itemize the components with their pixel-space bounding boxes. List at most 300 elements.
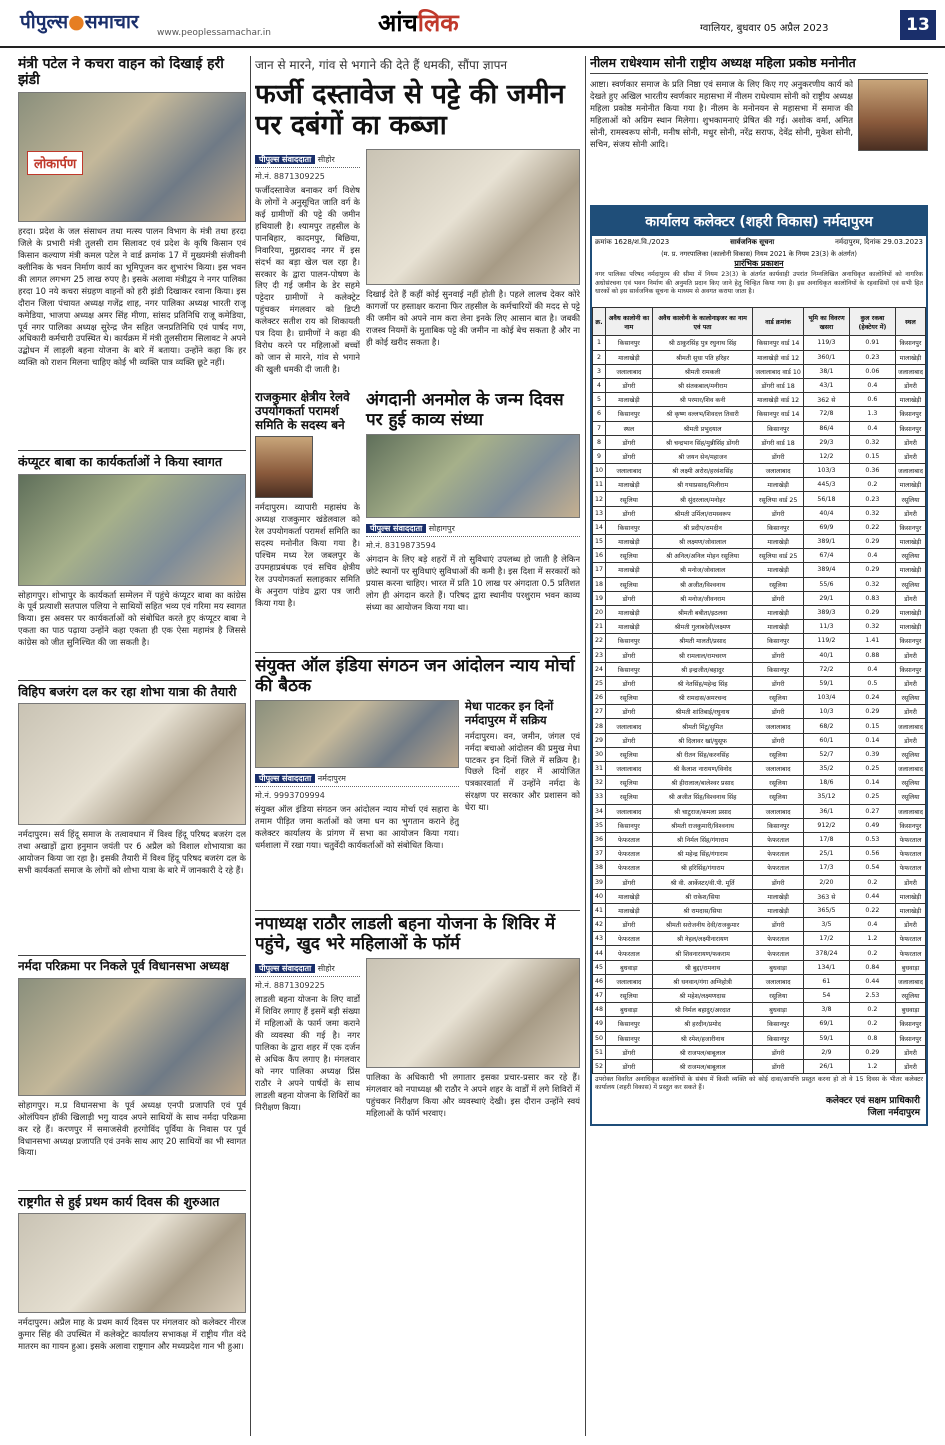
story-body: नर्मदापुरम। अप्रैल माह के प्रथम कार्य दिवस पर मंगलवार को कलेक्टर नीरज कुमार सिंह की उपस्थित में कलेक्ट्रेट कार्यालय सभाकक्ष में राष्ट्रीय गीत वंदे मातरम का गायन हुआ। इसके अलावा राष्ट्रगान और मध्यप्रदेश गान भी हुआ। <box>18 1317 246 1351</box>
table-cell: 37 <box>593 847 606 861</box>
table-cell: डोंगरी <box>606 733 653 747</box>
table-cell: 0.84 <box>849 960 895 974</box>
table-row <box>593 378 926 392</box>
table-cell: 0.4 <box>849 918 895 932</box>
table-cell: 103/4 <box>803 691 849 705</box>
table-row <box>593 974 926 988</box>
table-cell: 67/4 <box>803 549 849 563</box>
story-kicker: जान से मारने, गांव से भगाने की देते हैं धमकी, सौंपा ज्ञापन <box>255 58 508 72</box>
table-cell: श्री रामलाल/रामचरण <box>652 648 753 662</box>
table-cell: रसूलिया <box>606 776 653 790</box>
table-cell: श्री राजपल/बाबूलाल <box>652 1045 753 1059</box>
table-cell: डोंगरी <box>895 1059 925 1073</box>
table-cell: श्रीमती रामकली <box>652 364 753 378</box>
table-cell: श्रीमती बबीता/इठलवा <box>652 605 753 619</box>
table-cell: किसानपुर <box>606 1031 653 1045</box>
table-cell: 49 <box>593 1017 606 1031</box>
table-cell: रसूलिया वार्ड 25 <box>753 549 804 563</box>
table-cell: 40/4 <box>803 506 849 520</box>
table-cell: किसानपुर वार्ड 14 <box>753 407 804 421</box>
table-cell: श्रीमती राजकुमारी/विश्वनाथ <box>652 818 753 832</box>
table-cell: 119/3 <box>803 336 849 350</box>
table-cell: 0.29 <box>849 535 895 549</box>
table-cell: किसानपुर <box>606 1017 653 1031</box>
table-cell: डोंगरी <box>753 591 804 605</box>
table-cell: 51 <box>593 1045 606 1059</box>
story-body: नर्मदापुरम। सर्व हिंदू समाज के तत्वावधान में विश्व हिंदू परिषद बजरंग दल तथा अखाड़ों द्वारा हनुमान जयंती पर 6 अप्रैल को विशाल शोभायात्रा का आयोजन किया जा रहा है। इसकी तैयारी में विश्व हिंदू परिषद बजरंग दल के सभी कार्यकर्ता समाज के लोगों को शोभा यात्रा के बारे में जानकारी दे रहे हैं। <box>18 828 246 875</box>
table-cell: 27 <box>593 705 606 719</box>
table-cell: श्री अजीत/विश्वनाथ <box>652 577 753 591</box>
table-cell: 42 <box>593 918 606 932</box>
table-cell: श्रीमती मिंटू/सुमित <box>652 719 753 733</box>
table-header-cell: स्थल <box>895 308 925 336</box>
table-cell: 10/3 <box>803 705 849 719</box>
table-cell: श्री कैलाश नारायण/विनोद <box>652 762 753 776</box>
table-cell: 0.32 <box>849 620 895 634</box>
table-cell: श्री राकेश/सिया <box>652 889 753 903</box>
table-header-cell: क्र. <box>593 308 606 336</box>
story-photo <box>366 958 580 1068</box>
story-headline: संयुक्त ऑल इंडिया संगठन जन आंदोलन न्याय मोर्चा की बैठक <box>255 652 580 696</box>
table-cell: जलालाबाद <box>895 364 925 378</box>
table-cell: श्री धनवान/गंगा अग्निहोत्री <box>652 974 753 988</box>
newspaper-logo[interactable]: पीपुल्स●समाचार <box>20 11 139 33</box>
story-headline: राजकुमार क्षेत्रीय रेलवे उपयोगकर्ता परामर्श समिति के सदस्य बने <box>255 390 350 432</box>
notice-intro: नगर पालिका परिषद नर्मदापुरम की सीमा में नियम 23(3) के अंतर्गत कार्यवाही उपरांत निम्नलिखित अनाधिकृत कालोनियों को नागरिक अधोसंरचना एवं भवन निर्माण की अनुमति प्रदान किए जाने हेतु चिन्हित किया गया है। इस अनाधिकृत कालोनियों के रहवासियों एवं सभी हित धारकों को इस सार्वजनिक सूचना के माध्यम से अवगत कराया जाता है। <box>595 271 923 295</box>
table-cell: रसूलिया <box>606 549 653 563</box>
table-cell: फेफरताल <box>753 861 804 875</box>
table-cell: श्री संतकबाल/मनीराम <box>652 378 753 392</box>
table-cell: मालाखेड़ी <box>753 563 804 577</box>
table-row <box>593 478 926 492</box>
table-cell: 4 <box>593 378 606 392</box>
table-cell: किसानपुर <box>606 818 653 832</box>
table-cell: मालाखेड़ी <box>753 478 804 492</box>
table-cell: 0.5 <box>849 676 895 690</box>
table-cell: किसानपुर <box>895 520 925 534</box>
table-row <box>593 492 926 506</box>
table-cell: बुधवाड़ा <box>606 960 653 974</box>
table-cell: 0.56 <box>849 847 895 861</box>
table-cell: बुधवाड़ा <box>606 1003 653 1017</box>
table-cell: 2/20 <box>803 875 849 889</box>
table-cell: फेफरताल <box>895 861 925 875</box>
table-cell: फेफरताल <box>753 932 804 946</box>
table-cell: 0.14 <box>849 776 895 790</box>
table-cell: डोंगरी <box>606 648 653 662</box>
table-row <box>593 733 926 747</box>
table-cell: 19 <box>593 591 606 605</box>
table-cell: किसानपुर <box>895 1031 925 1045</box>
table-cell: फेफरताल <box>606 946 653 960</box>
table-cell: 18 <box>593 577 606 591</box>
table-cell: 61 <box>803 974 849 988</box>
table-cell: 52/7 <box>803 747 849 761</box>
table-row <box>593 1059 926 1073</box>
story-body: अंगदान के लिए बड़े शहरों में तो सुविधाएं उपलब्ध हो जाती है लेकिन छोटे स्थानों पर सुविधाएं सुविधाओं की कमी है। इस दिशा में सरकारों को प्रयास करना चाहिए। भारत में प्रति 10 लाख पर अंगदाता 0.5 प्रतिशत लोग ही अंगदान करते हैं। परिषद द्वारा स्थानीय परशुराम भवन काव्य संध्या का आयोजन किया गया था। <box>366 554 580 612</box>
table-cell: रसूलिया <box>606 691 653 705</box>
table-cell: रसूलिया <box>606 989 653 1003</box>
table-cell: रसूलिया <box>753 776 804 790</box>
table-cell: 50 <box>593 1031 606 1045</box>
table-cell: मालाखेड़ी <box>895 605 925 619</box>
table-cell: रसूलिया <box>753 989 804 1003</box>
table-cell: 18/6 <box>803 776 849 790</box>
table-cell: जलालाबाद <box>753 464 804 478</box>
table-cell: 0.29 <box>849 1045 895 1059</box>
table-header-cell: भूमि का विवरण खसरा <box>803 308 849 336</box>
notice-number: क्रमांक 1628/श.वि./2023 <box>595 238 670 247</box>
table-cell: रसूलिया <box>895 790 925 804</box>
table-cell: रसूलिया <box>895 549 925 563</box>
table-cell: 3/5 <box>803 918 849 932</box>
table-cell: श्री ठाकुरसिंह पुत्र रघुनाथ सिंह <box>652 336 753 350</box>
table-cell: मालाखेड़ी <box>895 478 925 492</box>
table-cell: डोंगरी <box>753 918 804 932</box>
table-row <box>593 804 926 818</box>
table-cell: रसूलिया <box>606 790 653 804</box>
table-cell: श्री प्रदीप/रामदीन <box>652 520 753 534</box>
table-cell: डोंगरी <box>895 705 925 719</box>
notice-table <box>592 307 926 1074</box>
table-cell: डोंगरी <box>606 918 653 932</box>
table-cell: 35 <box>593 818 606 832</box>
table-cell: रसूलिया <box>895 747 925 761</box>
table-cell: 0.4 <box>849 421 895 435</box>
story-body: फर्जीदस्तावेज बनाकर वर्ग विशेष के लोगों ने अनुसूचित जाति वर्ग के कई ग्रामीणों की पट्टे की जमीन हथियाली है। श्यामपुर तहसील के पानबिहार, कादमपुर, बिछिया, निवारिया, मुझरावद नगर में इस संदर्भ का बड़ा खेल चल रहा है। सरकार के द्वारा पालन-पोषण के लिए दी गई जमीन के डेर सहमे पट्टेदार ग्रामीणों ने कलेक्ट्रेट पहुंचकर मंगलवार को डिप्टी कलेक्टर सतीश राय को शिकायती पत्र दिया है। ग्रामीणों ने कहा की विरोध करने पर महिलाओं बच्चों को जान से मारने, गांव से भगाने की खुली धमकी दी जाती है। <box>255 185 360 374</box>
table-cell: 0.29 <box>849 563 895 577</box>
table-cell: 55/6 <box>803 577 849 591</box>
table-cell: 1.3 <box>849 407 895 421</box>
table-cell: 3 <box>593 364 606 378</box>
table-cell: मालाखेड़ी <box>606 393 653 407</box>
table-cell: 17/8 <box>803 832 849 846</box>
table-cell: 0.25 <box>849 762 895 776</box>
reporter-mobile: मो.नं. 8871309225 <box>255 172 325 182</box>
table-cell: डोंगरी <box>753 875 804 889</box>
table-cell: फेफरताल <box>606 932 653 946</box>
table-cell: मालाखेड़ी <box>895 563 925 577</box>
table-cell: जलालाबाद <box>606 464 653 478</box>
table-cell: रसूलिया <box>753 577 804 591</box>
table-cell: जलालाबाद <box>606 762 653 776</box>
story-headline: विहिप बजरंग दल कर रहा शोभा यात्रा की तैयारी <box>18 680 246 699</box>
table-row <box>593 989 926 1003</box>
table-cell: जलालाबाद <box>753 974 804 988</box>
notice-stage: प्रारंभिक प्रकाशन <box>734 259 784 269</box>
story-body: नर्मदापुरम। व्यापारी महासंघ के अध्यक्ष राजकुमार खंडेलवाल को रेल उपयोगकर्ता परामर्श समिति का सदस्य मनोनीत किया गया है। पश्चिम मध्य रेल जबलपुर के उपमहाप्रबंधक एवं सचिव क्षेत्रीय रेल उपयोगकर्ता सलाहकार समिति के अनुराग पांडेय द्वारा पत्र जारी किया गया है। <box>255 502 360 608</box>
table-cell: मालाखेड़ी वार्ड 12 <box>753 393 804 407</box>
table-cell: 60/1 <box>803 733 849 747</box>
story-headline: अंगदानी अनमोल के जन्म दिवस पर हुई काव्य संध्या <box>366 390 564 430</box>
table-cell: 0.2 <box>849 478 895 492</box>
table-cell: डोंगरी <box>606 875 653 889</box>
story-body: आष्टा। स्वर्णकार समाज के प्रति निष्ठा एवं समाज के लिए किए गए अनुकरणीय कार्य को देखते हुए अखिल भारतीय स्वर्णकार महासभा में नीलम राधेश्याम सोनी को राष्ट्रीय अध्यक्ष महिला प्रकोष्ठ मनोनीत किया गया है। नीलम के मनोनयन से महासभा में समाज की महिलाओं को अग्रिम स्थान मिलेगा। शुभकामनाएं प्रेषित की गई। अशोक वर्मा, अमित सोनी, रामस्वरूप सोनी, मनीष सोनी, मधुर सोनी, नरेंद्र सराफ, देवेंद्र सोनी, मुकेश सोनी, सचिन, संजय सोनी आदि। <box>590 79 853 149</box>
table-cell: रसूलिया <box>606 492 653 506</box>
table-cell: 25/1 <box>803 847 849 861</box>
table-cell: 0.22 <box>849 903 895 917</box>
byline: पीपुल्स संवाददाता नर्मदापुरम <box>255 771 459 787</box>
table-cell: 32 <box>593 776 606 790</box>
story-body: हरदा। प्रदेश के जल संसाधन तथा मत्स्य पालन विभाग के मंत्री तथा हरदा जिले के प्रभारी मंत्री तुलसी राम सिलावट एवं प्रदेश के कृषि किसान एवं किसान कल्याण मंत्री कमल पटेल ने वार्ड क्रमांक 17 में मुख्यमंत्री संजीवनी क्लीनिक के भवन निर्माण कार्य का भूमिपूजन कर शुभारंभ किया। इस भवन की लागत लगभग 25 लाख रुपए है। इसके अलावा मंत्रीद्वय ने नगर पालिका हरदा 10 नये कचरा संग्रहण वाहनों को हरी झंडी दिखाकर रवाना किया। इस दौरान जिला पंचायत अध्यक्ष गजेंद्र शाह, नगर पालिका अध्यक्ष भारती राजू कमेडिया, भाजपा अध्यक्ष अमर सिंह मीणा, सांसद प्रतिनिधि राजू कमेडिया, पूर्व नगर पालिका अध्यक्ष सुरेन्द्र जैन सहित जनप्रतिनिधि एवं पार्षद गण, अधिकारी कर्मचारी उपस्थित थे। कार्यक्रम में मंत्री तुलसीराम सिलावट ने अपने उद्बोधन में लाड़ली बहना योजना के बारे में बताया। उन्होंने कहा कि हर व्यक्ति को राशन मिलना चाहिए कोई भी व्यक्ति पात्र व्यक्ति छूटे नहीं। <box>18 226 246 368</box>
table-row <box>593 605 926 619</box>
table-cell: 0.15 <box>849 719 895 733</box>
table-cell: श्री नेहल/लक्ष्मीनारायण <box>652 932 753 946</box>
table-cell: फेफरताल <box>606 861 653 875</box>
table-cell: जलालाबाद <box>753 719 804 733</box>
table-cell: 103/3 <box>803 464 849 478</box>
story-photo <box>18 978 246 1096</box>
table-cell: डोंगरी <box>753 733 804 747</box>
table-cell: श्री परमार/शिव कनी <box>652 393 753 407</box>
table-cell: श्री निर्मल सिंह/गंगाराम <box>652 832 753 846</box>
table-cell: 0.8 <box>849 1031 895 1045</box>
table-cell: 69/9 <box>803 520 849 534</box>
table-cell: फेफरताल <box>606 847 653 861</box>
table-cell: जलालाबाद <box>895 464 925 478</box>
table-cell: 3/8 <box>803 1003 849 1017</box>
table-cell: मालाखेड़ी <box>606 563 653 577</box>
table-row <box>593 861 926 875</box>
table-cell: स्थल <box>606 421 653 435</box>
person-portrait <box>858 79 928 151</box>
story-headline: मंत्री पटेल ने कचरा वाहन को दिखाई हरी झंडी <box>18 56 224 89</box>
table-cell: डोंगरी <box>606 1045 653 1059</box>
table-cell: रसूलिया <box>895 989 925 1003</box>
table-cell: रसूलिया <box>606 577 653 591</box>
column-divider <box>250 56 251 1436</box>
table-cell: डोंगरी वार्ड 18 <box>753 378 804 392</box>
table-cell: जलालाबाद <box>753 804 804 818</box>
story-photo <box>18 474 246 586</box>
website-url[interactable]: www.peoplessamachar.in <box>157 28 271 38</box>
table-cell: डोंगरी <box>895 591 925 605</box>
table-cell: मालाखेड़ी <box>895 393 925 407</box>
table-cell: श्री वी. आर्केस्टर/वी.पी. मूर्ति <box>652 875 753 889</box>
table-cell: 17 <box>593 563 606 577</box>
table-cell: डोंगरी <box>895 1045 925 1059</box>
table-cell: श्रीमती प्रभुदयाल <box>652 421 753 435</box>
story-photo <box>18 1213 246 1313</box>
table-cell: किसानपुर <box>753 1017 804 1031</box>
table-cell: 86/4 <box>803 421 849 435</box>
table-row <box>593 634 926 648</box>
table-cell: डोंगरी <box>895 449 925 463</box>
table-cell: 11/3 <box>803 620 849 634</box>
table-cell: 12/2 <box>803 449 849 463</box>
table-cell: मालाखेड़ी <box>606 350 653 364</box>
table-cell: फेफरताल <box>895 946 925 960</box>
table-cell: 23 <box>593 648 606 662</box>
table-cell: 0.2 <box>849 1003 895 1017</box>
table-cell: 0.44 <box>849 974 895 988</box>
table-cell: 0.2 <box>849 875 895 889</box>
table-row <box>593 889 926 903</box>
story-photo <box>18 703 246 825</box>
table-cell: फेफरताल <box>753 946 804 960</box>
table-cell: श्री हरदीन/प्रमोद <box>652 1017 753 1031</box>
table-cell: श्री चाटुराज/कमला प्रसाद <box>652 804 753 818</box>
table-cell: मालाखेड़ी <box>753 605 804 619</box>
table-cell: 56/18 <box>803 492 849 506</box>
column-middle <box>255 56 580 1436</box>
table-cell: मालाखेड़ी <box>606 535 653 549</box>
table-cell: बुधवाड़ा <box>753 1003 804 1017</box>
table-cell: जलालाबाद <box>895 804 925 818</box>
table-cell: 0.6 <box>849 393 895 407</box>
table-cell: बुधवाड़ा <box>895 1003 925 1017</box>
table-cell: 389/3 <box>803 605 849 619</box>
table-cell: मालाखेड़ी <box>895 535 925 549</box>
table-cell: डोंगरी <box>606 378 653 392</box>
table-row <box>593 577 926 591</box>
table-cell: 378/24 <box>803 946 849 960</box>
table-header-cell: कुल रकबा (हेक्टेयर में) <box>849 308 895 336</box>
table-cell: श्री जयन सेन/महाजन <box>652 449 753 463</box>
story-headline: कंप्यूटर बाबा का कार्यकर्ताओं ने किया स्वागत <box>18 450 246 469</box>
table-cell: फेफरताल <box>753 832 804 846</box>
table-cell: श्री लक्ष्मण/जोवालाल <box>652 535 753 549</box>
table-cell: श्री रामदास/सिया <box>652 903 753 917</box>
table-cell: 0.4 <box>849 662 895 676</box>
table-cell: 360/1 <box>803 350 849 364</box>
table-cell: 31 <box>593 762 606 776</box>
table-cell: 48 <box>593 1003 606 1017</box>
table-cell: श्री मनोज/जोवालाल <box>652 563 753 577</box>
table-cell: रसूलिया वार्ड 25 <box>753 492 804 506</box>
table-cell: रसूलिया <box>753 790 804 804</box>
table-cell: 43 <box>593 932 606 946</box>
table-cell: श्री राजमल/बाबूलाल <box>652 1059 753 1073</box>
table-cell: श्री इन्द्रजीत/बहादुर <box>652 662 753 676</box>
table-cell: डोंगरी <box>606 676 653 690</box>
story-headline: राष्ट्रगीत से हुई प्रथम कार्य दिवस की शुरुआत <box>18 1190 246 1209</box>
table-cell: 44 <box>593 946 606 960</box>
table-row <box>593 549 926 563</box>
table-cell: 40 <box>593 889 606 903</box>
table-cell: श्री रामदास/अमरचन्द <box>652 691 753 705</box>
table-row <box>593 648 926 662</box>
table-cell: 12 <box>593 492 606 506</box>
column-right <box>590 56 928 1436</box>
table-cell: किसानपुर वार्ड 14 <box>753 336 804 350</box>
story-body: नर्मदापुरम। वन, जमीन, जंगल एवं नर्मदा बचाओ आंदोलन की प्रमुख मेधा पाटकर इन दिनों जिले में सक्रिय है। पिछले दिनों शहर में आयोजित पत्रकारवार्ता में उन्होंने नर्मदा के संरक्षण पर सरकार और प्रशासन को घेरा था। <box>465 730 580 813</box>
table-cell: 445/3 <box>803 478 849 492</box>
table-cell: 0.49 <box>849 818 895 832</box>
table-header-cell: अवैध कालोनी के कालोनाइजर का नाम एवं पता <box>652 308 753 336</box>
table-cell: 0.88 <box>849 648 895 662</box>
table-cell: 1.2 <box>849 1059 895 1073</box>
table-cell: श्री रमेश/हजारीनाथ <box>652 1031 753 1045</box>
table-cell: 14 <box>593 520 606 534</box>
table-cell: 0.54 <box>849 861 895 875</box>
table-cell: मालाखेड़ी वार्ड 12 <box>753 350 804 364</box>
table-cell: 72/2 <box>803 662 849 676</box>
table-cell: 41 <box>593 903 606 917</box>
byline: पीपुल्स संवाददाता सीहोर <box>255 152 360 168</box>
table-cell: 134/1 <box>803 960 849 974</box>
table-row <box>593 1017 926 1031</box>
table-row <box>593 918 926 932</box>
table-cell: 26/1 <box>803 1059 849 1073</box>
table-header-cell: वार्ड क्रमांक <box>753 308 804 336</box>
table-cell: 29/1 <box>803 591 849 605</box>
table-cell: 25 <box>593 676 606 690</box>
table-cell: श्री निर्मल बहादुर/अरदात <box>652 1003 753 1017</box>
table-cell: 0.4 <box>849 378 895 392</box>
table-cell: 9 <box>593 449 606 463</box>
table-cell: मालाखेड़ी <box>606 605 653 619</box>
table-cell: 0.25 <box>849 790 895 804</box>
story-photo <box>366 434 580 518</box>
table-cell: किसानपुर <box>895 634 925 648</box>
table-row <box>593 818 926 832</box>
table-cell: डोंगरी <box>606 705 653 719</box>
table-cell: 0.14 <box>849 733 895 747</box>
story-headline: नर्मदा परिक्रमा पर निकले पूर्व विधानसभा अध्यक्ष <box>18 955 246 974</box>
table-cell: 30 <box>593 747 606 761</box>
table-cell: जलालाबाद <box>895 762 925 776</box>
table-cell: किसानपुर <box>753 1031 804 1045</box>
table-cell: श्री हीरालाल/बालेश्वर प्रसाद <box>652 776 753 790</box>
table-cell: 29 <box>593 733 606 747</box>
table-cell: 20 <box>593 605 606 619</box>
table-cell: श्री चन्द्रभान सिंह/मुन्नीसिंह डोंगरी <box>652 435 753 449</box>
table-row <box>593 563 926 577</box>
table-row <box>593 520 926 534</box>
table-cell: 0.53 <box>849 832 895 846</box>
table-cell: 0.06 <box>849 364 895 378</box>
column-divider <box>585 56 586 1436</box>
table-cell: 0.32 <box>849 435 895 449</box>
table-row <box>593 691 926 705</box>
table-cell: 0.4 <box>849 549 895 563</box>
table-cell: 2.53 <box>849 989 895 1003</box>
table-cell: डोंगरी <box>895 648 925 662</box>
table-cell: रसूलिया <box>753 691 804 705</box>
table-cell: 36 <box>593 832 606 846</box>
table-cell: मालाखेड़ी <box>895 620 925 634</box>
table-header-cell: अवैध कालोनी का नाम <box>606 308 653 336</box>
table-cell: 15 <box>593 535 606 549</box>
table-cell: रसूलिया <box>895 776 925 790</box>
table-cell: डोंगरी <box>753 648 804 662</box>
table-cell: श्री सुंदरलाल/मनोहर <box>652 492 753 506</box>
table-cell: 0.91 <box>849 336 895 350</box>
table-cell: किसानपुर <box>606 407 653 421</box>
table-cell: 72/8 <box>803 407 849 421</box>
table-cell: किसानपुर <box>753 520 804 534</box>
table-cell: 0.29 <box>849 605 895 619</box>
table-row <box>593 776 926 790</box>
table-cell: 10 <box>593 464 606 478</box>
table-row <box>593 960 926 974</box>
table-cell: मालाखेड़ी <box>895 889 925 903</box>
table-cell: किसानपुर <box>606 634 653 648</box>
table-cell: श्री अनिल/अनिल मोहन रसूलिया <box>652 549 753 563</box>
table-cell: 0.27 <box>849 804 895 818</box>
table-row <box>593 364 926 378</box>
story-headline: नीलम राधेश्याम सोनी राष्ट्रीय अध्यक्ष महिला प्रकोष्ठ मनोनीत <box>590 56 928 74</box>
table-cell: 0.32 <box>849 506 895 520</box>
table-cell: श्री महेश/लक्ष्मणदास <box>652 989 753 1003</box>
notice-footer: उपरोक्त विवरित अनाधिकृत कालोनियों के संबंध में किसी व्यक्ति को कोई दावा/आपत्ति प्रस्तुत करना हो तो वे 15 दिवस के भीतर कलेक्टर कार्यालय (शहरी विकास) में प्रस्तुत कर सकते हैं। <box>595 1076 923 1092</box>
table-cell: श्रीमती गुलाबदेवी/लक्ष्मण <box>652 620 753 634</box>
table-cell: मालाखेड़ी <box>753 620 804 634</box>
table-cell: किसानपुर <box>895 1017 925 1031</box>
table-cell: 0.29 <box>849 705 895 719</box>
table-cell: श्रीमती मालती/प्रसाद <box>652 634 753 648</box>
